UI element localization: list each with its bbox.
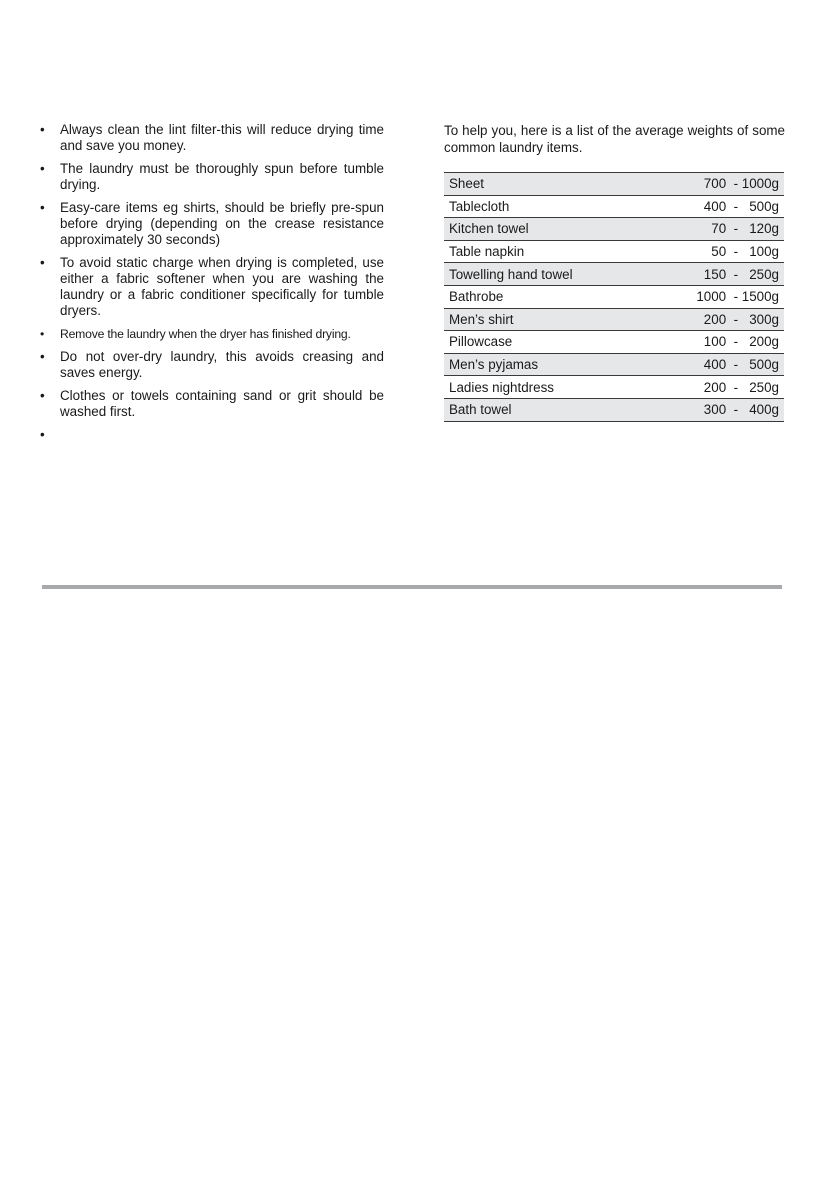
tips-list	[38, 122, 384, 442]
tip-item	[38, 326, 384, 342]
item-weight: 700 - 1000g	[645, 173, 784, 196]
item-weight: 50 - 100g	[645, 240, 784, 263]
tips-column	[38, 122, 384, 442]
tip-text: Do not over-dry laundry, this avoids creasing and saves energy.	[60, 349, 384, 380]
item-weight: 200 - 300g	[645, 308, 784, 331]
table-row	[444, 195, 784, 218]
item-name: Pillowcase	[444, 331, 645, 354]
item-name: Ladies nightdress	[444, 376, 645, 399]
tip-text: The laundry must be thoroughly spun before tumble drying.	[60, 161, 384, 192]
table-row	[444, 398, 784, 421]
bullet-icon: •	[40, 161, 45, 176]
tip-text: To avoid static charge when drying is completed, use either a fabric softener when you are washing the laundry or a fabric conditioner specifically for tumble dryers.	[60, 255, 384, 318]
table-row	[444, 331, 784, 354]
item-weight: 300 - 400g	[645, 398, 784, 421]
tip-text: Clothes or towels containing sand or grit should be washed first.	[60, 388, 384, 419]
table-row	[444, 308, 784, 331]
item-weight: 400 - 500g	[645, 195, 784, 218]
table-row	[444, 263, 784, 286]
tip-text: Remove the laundry when the dryer has finished drying.	[60, 327, 351, 341]
table-row	[444, 285, 784, 308]
item-name: Table napkin	[444, 240, 645, 263]
item-weight: 1000 - 1500g	[645, 285, 784, 308]
item-weight: 200 - 250g	[645, 376, 784, 399]
bullet-icon: •	[40, 427, 45, 442]
bullet-icon: •	[40, 388, 45, 403]
item-name: Towelling hand towel	[444, 263, 645, 286]
item-name: Men’s pyjamas	[444, 353, 645, 376]
bullet-icon: •	[40, 200, 45, 215]
item-name: Kitchen towel	[444, 218, 645, 241]
table-row	[444, 173, 784, 196]
section-divider	[42, 585, 782, 589]
weights-column	[444, 122, 785, 422]
tip-item	[38, 388, 384, 420]
item-name: Sheet	[444, 173, 645, 196]
item-name: Bathrobe	[444, 285, 645, 308]
tip-item	[38, 200, 384, 248]
table-row	[444, 218, 784, 241]
bullet-icon: •	[40, 349, 45, 364]
table-row	[444, 376, 784, 399]
tip-item	[38, 349, 384, 381]
tip-text: Always clean the lint filter-this will reduce drying time and save you money.	[60, 122, 384, 153]
item-name: Bath towel	[444, 398, 645, 421]
item-name: Men’s shirt	[444, 308, 645, 331]
item-weight: 70 - 120g	[645, 218, 784, 241]
tip-item	[38, 122, 384, 154]
bullet-icon: •	[40, 122, 45, 137]
item-weight: 400 - 500g	[645, 353, 784, 376]
weights-table	[444, 172, 784, 422]
item-weight: 150 - 250g	[645, 263, 784, 286]
tip-item	[38, 161, 384, 193]
item-name: Tablecloth	[444, 195, 645, 218]
bullet-icon: •	[40, 327, 45, 341]
table-row	[444, 240, 784, 263]
weights-intro: To help you, here is a list of the average weights of some common laundry items.	[444, 123, 785, 155]
weights-table-body	[444, 173, 784, 422]
bullet-icon: •	[40, 255, 45, 270]
item-weight: 100 - 200g	[645, 331, 784, 354]
table-row	[444, 353, 784, 376]
tip-text: Easy-care items eg shirts, should be briefly pre-spun before drying (depending on the crease resistance approximately 30 seconds)	[60, 200, 384, 247]
tip-item	[38, 255, 384, 319]
